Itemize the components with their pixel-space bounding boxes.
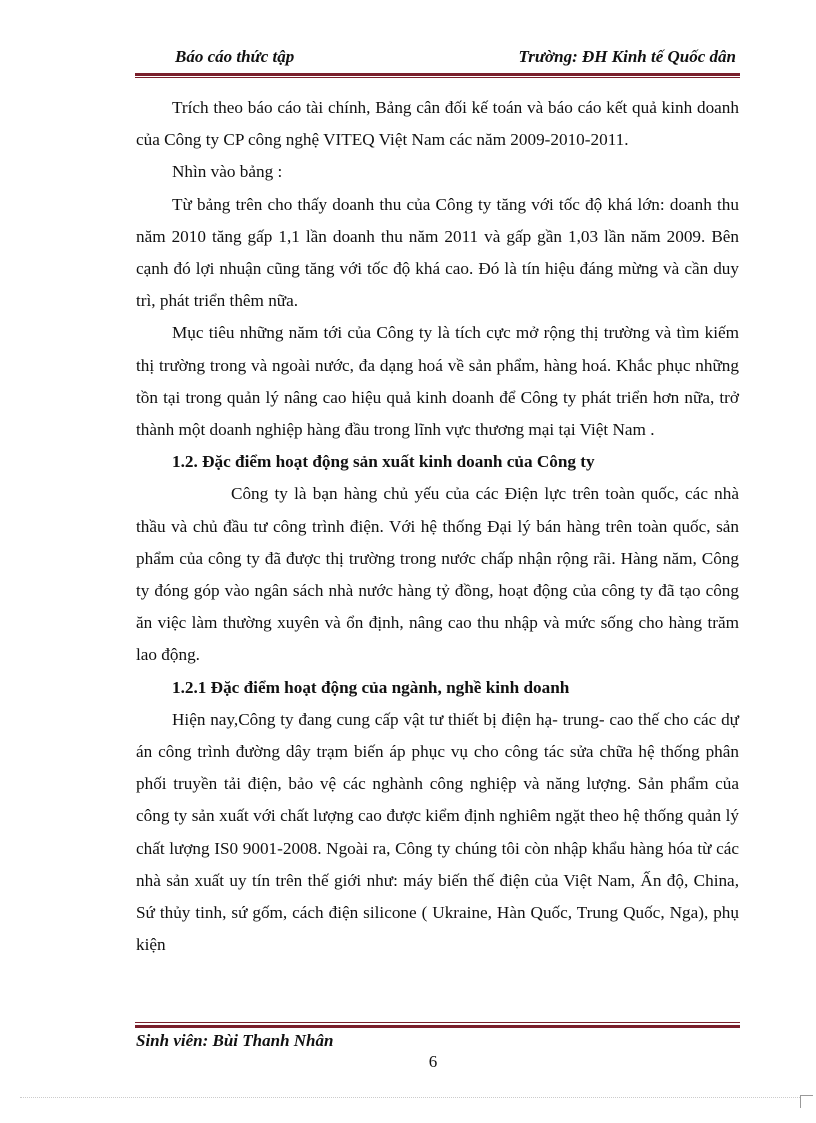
section-heading: 1.2. Đặc điểm hoạt động sản xuất kinh doanh của Công ty	[172, 452, 595, 472]
paragraph: Công ty là bạn hàng chủ yếu của các Điện lực trên toàn quốc, các nhà thầu và chủ đầu tư công trình điện. Với hệ thống Đại lý bán hàng trên toàn quốc, sản phẩm của công ty đã được thị trường trong nước chấp nhận rộng rãi. Hàng năm, Công ty đóng góp vào ngân sách nhà nước hàng tỷ đồng, hoạt động của công ty đã tạo công ăn việc làm thường xuyên và ổn định, nâng cao thu nhập và mức sống cho hàng trăm lao động.	[136, 484, 739, 665]
university-name: Trường: ĐH Kinh tế Quốc dân	[518, 47, 736, 66]
paragraph: Nhìn vào bảng :	[172, 162, 283, 182]
paragraph: Trích theo báo cáo tài chính, Bảng cân đối kế toán và báo cáo kết quả kinh doanh của Công ty CP công nghệ VITEQ Việt Nam các năm 2009-2010-2011.	[136, 98, 739, 150]
footer-rule	[135, 1025, 740, 1028]
footer-rule-thin	[135, 1022, 740, 1023]
page-corner-mark	[800, 1095, 813, 1108]
student-name: Sinh viên: Bùi Thanh Nhân	[136, 1031, 334, 1050]
page-header	[135, 47, 740, 73]
page-number: 6	[428, 1052, 438, 1071]
paragraph: Từ bảng trên cho thấy doanh thu của Công ty tăng với tốc độ khá lớn: doanh thu năm 2010 tăng gấp 1,1 lần doanh thu năm 2011 và gấp gần 1,03 lần năm 2009. Bên cạnh đó lợi nhuận cũng tăng với tốc độ khá cao. Đó là tín hiệu đáng mừng và cần duy trì, phát triển thêm nữa.	[136, 194, 739, 311]
header-rule-thin	[135, 77, 740, 78]
header-rule	[135, 73, 740, 76]
page-body	[136, 92, 739, 961]
paragraph: Mục tiêu những năm tới của Công ty là tích cực mở rộng thị trường và tìm kiếm thị trường trong và ngoài nước, đa dạng hoá về sản phẩm, hàng hoá. Khắc phục những tồn tại trong quản lý nâng cao hiệu quả kinh doanh để Công ty phát triển hơn nữa, trở thành một doanh nghiệp hàng đầu trong lĩnh vực thương mại tại Việt Nam .	[136, 323, 739, 440]
subsection-heading: 1.2.1 Đặc điểm hoạt động của ngành, nghề kinh doanh	[172, 677, 570, 697]
page-bottom-border	[20, 1097, 800, 1098]
report-title: Báo cáo thức tập	[175, 47, 295, 66]
paragraph: Hiện nay,Công ty đang cung cấp vật tư thiết bị điện hạ- trung- cao thế cho các dự án công trình đường dây trạm biến áp phục vụ cho công tác sửa chữa hệ thống phân phối truyền tải điện, bảo vệ các nghành công nghiệp và năng lượng. Sản phẩm của công ty sản xuất với chất lượng cao được kiểm định nghiêm ngặt theo hệ thống quản lý chất lượng IS0 9001-2008. Ngoài ra, Công ty chúng tôi còn nhập khẩu hàng hóa từ các nhà sản xuất uy tín trên thế giới như: máy biến thế điện của Việt Nam, Ấn độ, China, Sứ thủy tinh, sứ gốm, cách điện silicone ( Ukraine, Hàn Quốc, Trung Quốc, Nga), phụ kiện	[136, 709, 739, 955]
